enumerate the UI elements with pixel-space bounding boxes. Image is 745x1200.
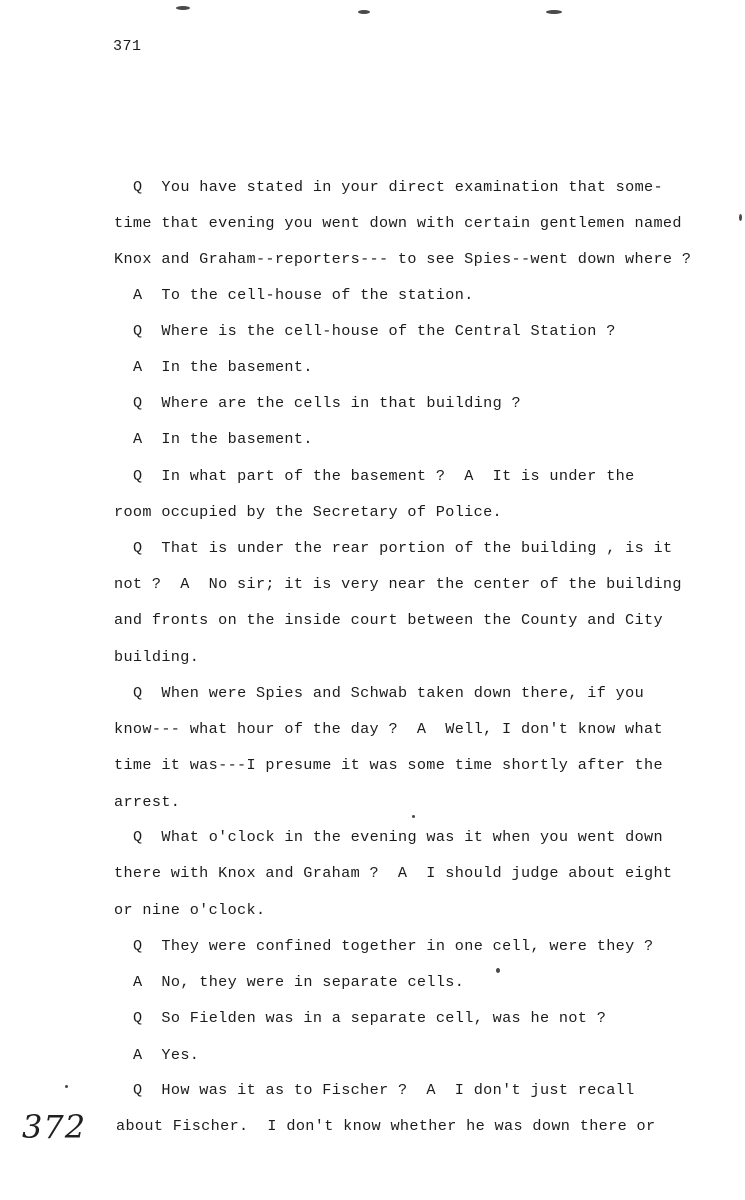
text-line: A In the basement. [133,358,313,376]
text-line: Q How was it as to Fischer ? A I don't just recall [133,1081,635,1099]
scan-mark [65,1085,68,1088]
scan-mark [739,214,742,221]
scan-mark [358,10,370,14]
text-line: or nine o'clock. [114,901,266,919]
text-line: Knox and Graham--reporters--- to see Spies--went down where ? [114,250,692,268]
text-line: Q Where are the cells in that building ? [133,394,522,412]
text-line: A Yes. [133,1046,200,1064]
text-line: and fronts on the inside court between the County and City [114,611,663,629]
text-line: arrest. [114,793,181,811]
text-line: there with Knox and Graham ? A I should judge about eight [114,864,673,882]
text-line: time it was---I presume it was some time shortly after the [114,756,663,774]
page-number: 371 [113,38,142,55]
text-line: Q Where is the cell-house of the Central Station ? [133,322,616,340]
text-line: Q What o'clock in the evening was it when you went down [133,828,663,846]
scan-mark [496,968,500,973]
text-line: Q You have stated in your direct examination that some- [133,178,663,196]
text-line: Q In what part of the basement ? A It is under the [133,467,635,485]
text-line: building. [114,648,200,666]
text-line: Q When were Spies and Schwab taken down there, if you [133,684,645,702]
handwritten-page-number: 372 [22,1108,87,1146]
text-line: time that evening you went down with certain gentlemen named [114,214,682,232]
scan-mark [176,6,190,10]
text-line: Q That is under the rear portion of the building , is it [133,539,673,557]
text-line: A In the basement. [133,430,313,448]
scan-mark [412,815,415,818]
text-line: Q So Fielden was in a separate cell, was he not ? [133,1009,607,1027]
text-line: about Fischer. I don't know whether he was down there or [116,1117,656,1135]
text-line: A No, they were in separate cells. [133,973,465,991]
text-line: know--- what hour of the day ? A Well, I don't know what [114,720,663,738]
text-line: Q They were confined together in one cell, were they ? [133,937,654,955]
text-line: not ? A No sir; it is very near the center of the building [114,575,682,593]
scan-mark [546,10,562,14]
text-line: A To the cell-house of the station. [133,286,474,304]
text-line: room occupied by the Secretary of Police. [114,503,503,521]
